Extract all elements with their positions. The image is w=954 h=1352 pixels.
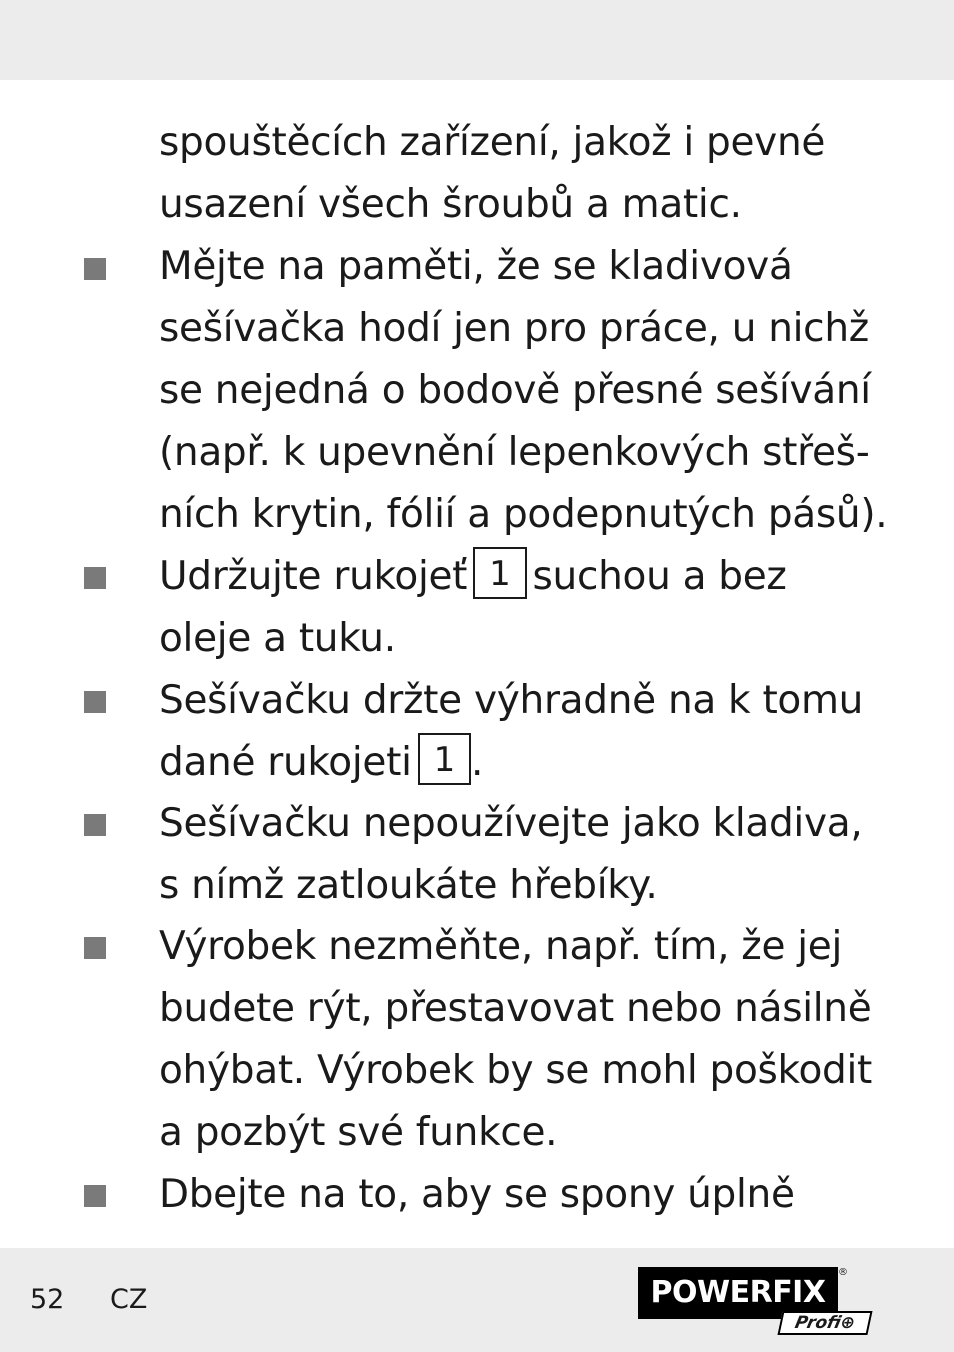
text-line: budete rýt, přestavovat nebo násilně: [159, 986, 872, 1031]
text-segment: dané rukojeti: [159, 740, 412, 785]
language-code: CZ: [110, 1284, 148, 1315]
text-segment: suchou a bez: [532, 554, 787, 599]
text-line: Mějte na paměti, že se kladivová: [159, 244, 793, 289]
text-line: se nejedná o bodově přesné sešívání: [159, 368, 871, 413]
text-line: (např. k upevnění lepenkových střeš-: [159, 430, 870, 475]
logo-registered-mark: ®: [838, 1267, 848, 1278]
text-line: ních krytin, fólií a podepnutých pásů).: [159, 492, 888, 537]
text-line: usazení všech šroubů a matic.: [159, 182, 742, 227]
powerfix-logo: [638, 1267, 874, 1337]
bullet-square: [84, 1185, 106, 1207]
bullet-square: [84, 691, 106, 713]
page-number: 52: [30, 1284, 65, 1315]
text-line: Výrobek nezměňte, např. tím, že jej: [159, 924, 843, 969]
bullet-square: [84, 258, 106, 280]
text-line: [159, 546, 787, 608]
text-line: oleje a tuku.: [159, 616, 396, 661]
bullet-square: [84, 567, 106, 589]
text-line: [159, 732, 483, 794]
logo-sub-badge: Profi⊕: [777, 1311, 872, 1335]
text-line: s nímž zatloukáte hřebíky.: [159, 863, 658, 908]
text-line: a pozbýt své funkce.: [159, 1110, 558, 1155]
text-line: Sešívačku držte výhradně na k tomu: [159, 678, 864, 723]
bullet-square: [84, 814, 106, 836]
text-line: Dbejte na to, aby se spony úplně: [159, 1172, 795, 1217]
part-reference-box: 1: [418, 733, 471, 785]
part-reference-box: 1: [473, 547, 526, 599]
text-line: sešívačka hodí jen pro práce, u nichž: [159, 306, 869, 351]
text-line: ohýbat. Výrobek by se mohl poškodit: [159, 1048, 872, 1093]
logo-brand: POWERFIX: [638, 1267, 838, 1319]
text-segment: .: [470, 740, 484, 785]
text-line: spouštěcích zařízení, jakož i pevné: [159, 120, 826, 165]
bullet-square: [84, 937, 106, 959]
text-segment: Udržujte rukojeť: [159, 554, 468, 599]
text-line: Sešívačku nepoužívejte jako kladiva,: [159, 801, 863, 846]
top-band: [0, 0, 954, 80]
